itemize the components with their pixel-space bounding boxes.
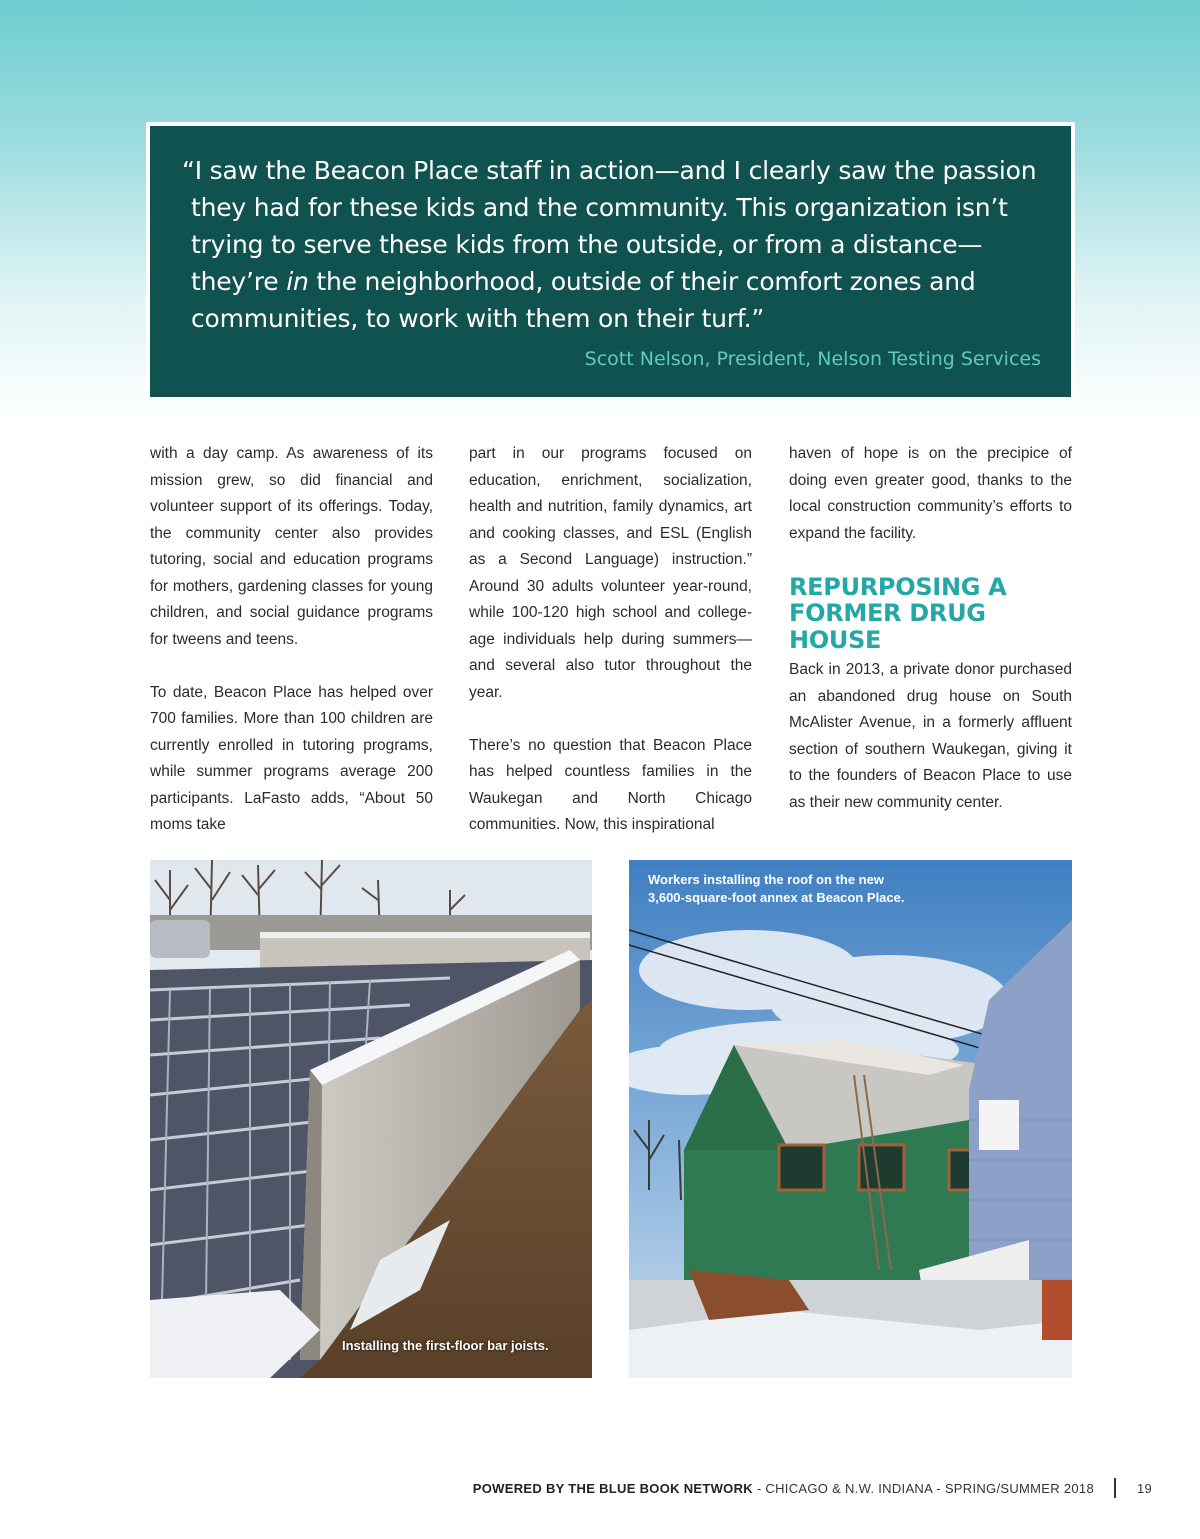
photo-bar-joists	[150, 860, 592, 1378]
footer-divider	[1114, 1478, 1116, 1498]
footer-publication-info: - CHICAGO & N.W. INDIANA - SPRING/SUMMER 2018	[752, 1481, 1094, 1496]
column-paragraph: part in our programs focused on education, enrichment, socialization, health and nutrition, family dynamics, art and cooking classes, and ESL (English as a Second Language) instruction.” Around 30 adults volunteer year-round, while 100-120 high school and college-age individuals help during summers—and several also tutor throughout the year.	[469, 445, 752, 701]
photo-caption-right-line2: 3,600-square-foot annex at Beacon Place.	[648, 890, 905, 905]
pull-quote-box	[146, 122, 1075, 397]
footer-text	[473, 1481, 1094, 1496]
quote-part-2: the neighborhood, outside of their comfort zones and communities, to work with them on their turf.”	[191, 267, 976, 333]
quote-part-1: I saw the Beacon Place staff in action—and I clearly saw the passion they had for these kids and the community. This organization isn’t trying to serve these kids from the outside, or from a distance—they’re	[191, 156, 1037, 296]
pull-quote-text	[180, 152, 1041, 337]
footer-brand: POWERED BY THE BLUE BOOK NETWORK	[472, 1481, 753, 1496]
quote-emphasis: in	[286, 267, 309, 296]
photo-caption-left: Installing the first-floor bar joists.	[342, 1338, 549, 1353]
column-paragraph: haven of hope is on the precipice of doing even greater good, thanks to the local construction community’s efforts to expand the facility.	[789, 445, 1072, 542]
construction-joists-image	[150, 860, 592, 1378]
article-column-1	[150, 441, 433, 839]
page-footer	[0, 1478, 1200, 1502]
photo-caption-right-line1: Workers installing the roof on the new	[648, 872, 884, 887]
quote-open-mark: “	[182, 156, 195, 185]
column-paragraph: with a day camp. As awareness of its mission grew, so did financial and volunteer support of its offerings. Today, the community center also provides tutoring, social and education programs for mothers, gardening classes for young children, and social guidance programs for tweens and teens.	[150, 445, 433, 648]
article-column-2	[469, 441, 752, 839]
section-heading: REPURPOSING A FORMER DRUG HOUSE	[789, 572, 1007, 654]
article-column-3	[789, 441, 1072, 816]
column-paragraph: Back in 2013, a private donor purchased an abandoned drug house on South McAlister Avenue, in a formerly affluent section of southern Waukegan, giving it to the founders of Beacon Place to use as their new community center.	[789, 661, 1072, 811]
column-paragraph: There’s no question that Beacon Place has helped countless families in the Waukegan and North Chicago communities. Now, this inspirational	[469, 736, 752, 833]
page-number: 19	[1137, 1481, 1153, 1496]
quote-attribution: Scott Nelson, President, Nelson Testing Services	[584, 348, 1041, 370]
column-paragraph: To date, Beacon Place has helped over 700 families. More than 100 children are currently enrolled in tutoring programs, while summer programs average 200 participants. LaFasto adds, “About 50 moms take	[150, 683, 433, 833]
photo-roof-installation	[629, 860, 1072, 1378]
roof-annex-image	[629, 860, 1072, 1378]
